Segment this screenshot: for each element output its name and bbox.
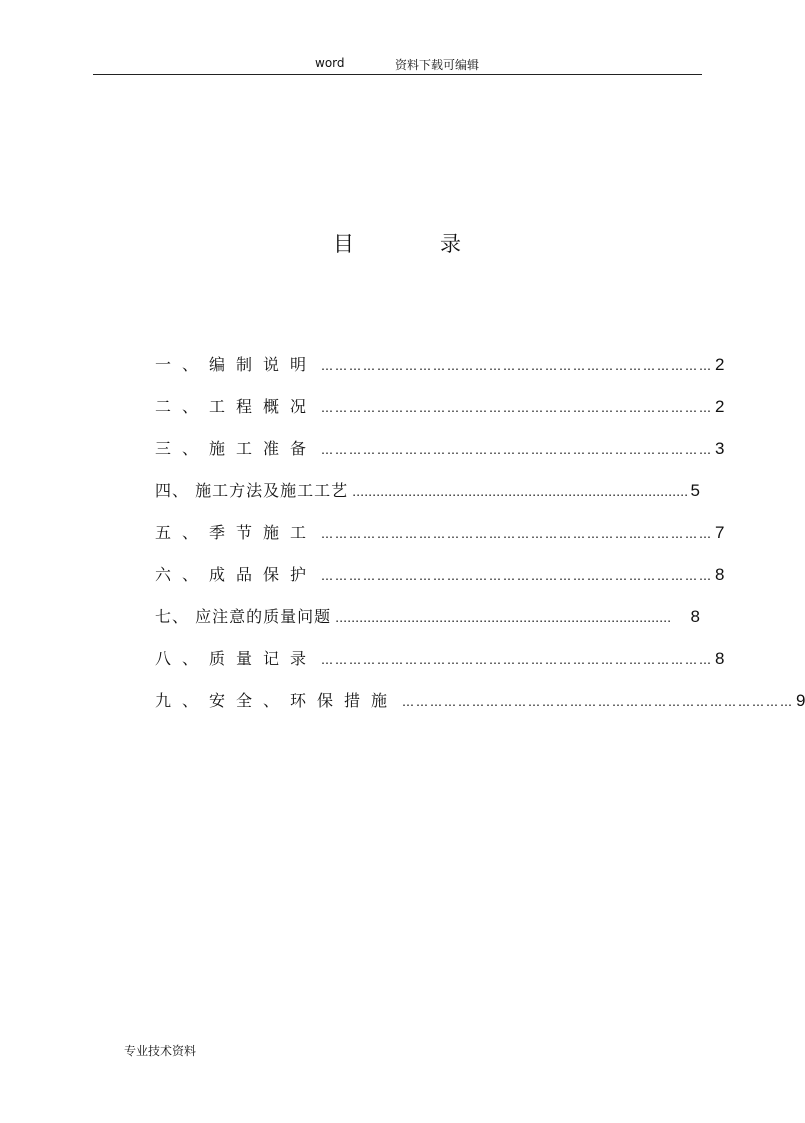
toc-item-page: 2 [715, 355, 725, 374]
toc-item[interactable] [155, 478, 700, 520]
toc-leader-dots: ………………………………………………………………………… [321, 527, 714, 541]
toc-item-label: 二、工程概况 [155, 397, 318, 416]
toc-leader-dots: ………………………………………………………………………… [335, 611, 672, 625]
toc-item-label: 一、编制说明 [155, 355, 318, 374]
toc-item-page: 8 [690, 607, 700, 626]
toc-item[interactable] [155, 352, 725, 394]
toc-item-label: 八、质量记录 [155, 649, 318, 668]
header-left-text: word [315, 56, 345, 70]
page-header [93, 56, 702, 75]
toc-item-page: 8 [715, 565, 725, 584]
toc-leader-dots: ………………………………………………………………………… [321, 569, 714, 583]
toc-leader-dots: ………………………………………………………………………… [402, 695, 795, 709]
toc-leader-dots: ………………………………………………………………………… [352, 485, 689, 499]
toc-item-label: 四、 施工方法及施工工艺 [155, 481, 349, 500]
toc-item-page: 3 [715, 439, 725, 458]
toc-leader-dots: ………………………………………………………………………… [321, 359, 714, 373]
toc-item[interactable] [155, 394, 725, 436]
toc-item[interactable] [155, 562, 725, 604]
toc-list [155, 352, 805, 730]
page-footer: 专业技术资料 [124, 1044, 197, 1058]
toc-item[interactable] [155, 646, 725, 688]
toc-leader-dots: ………………………………………………………………………… [321, 401, 714, 415]
toc-item-label: 六、成品保护 [155, 565, 318, 584]
toc-title-part-1: 目 [333, 232, 354, 256]
toc-item-page: 5 [690, 481, 700, 500]
toc-item-page: 2 [715, 397, 725, 416]
toc-item[interactable] [155, 604, 700, 646]
toc-leader-dots: ………………………………………………………………………… [321, 443, 714, 457]
toc-item-label: 五、季节施工 [155, 523, 318, 542]
toc-item[interactable] [155, 520, 725, 562]
toc-item-page: 8 [715, 649, 725, 668]
toc-item-label: 九、安全、环保措施 [155, 691, 399, 710]
toc-item-page: 7 [715, 523, 725, 542]
toc-item-label: 七、 应注意的质量问题 [155, 607, 332, 626]
toc-item-label: 三、施工准备 [155, 439, 318, 458]
toc-title-part-2: 录 [440, 232, 461, 256]
toc-item[interactable] [155, 436, 725, 478]
header-right-text: 资料下载可编辑 [395, 58, 480, 72]
toc-item-page: 9 [796, 691, 805, 710]
toc-item[interactable] [155, 688, 805, 730]
toc-leader-dots: ………………………………………………………………………… [321, 653, 714, 667]
